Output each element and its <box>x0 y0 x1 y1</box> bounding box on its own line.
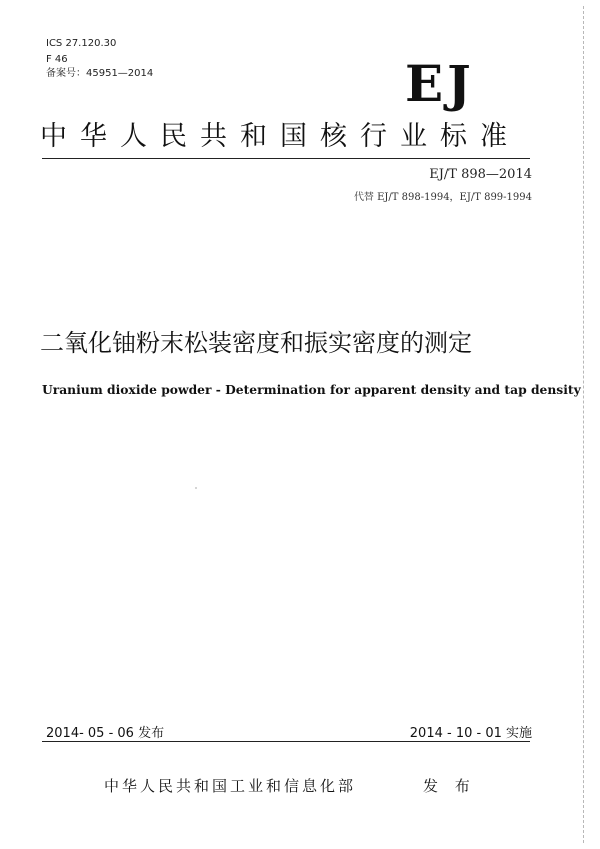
standard-number: EJ/T 898—2014 <box>429 167 532 182</box>
filing-number: 备案号：45951—2014 <box>46 68 154 79</box>
document-title-chinese: 二氧化铀粉末松装密度和振实密度的测定 <box>40 329 472 357</box>
replaces-note: 代替 EJ/T 898-1994，EJ/T 899-1994 <box>353 192 532 203</box>
ics-code: ICS 27.120.30 <box>46 38 117 49</box>
issuing-authority: 中华人民共和国工业和信息化部 <box>104 777 357 795</box>
standard-category-title: 中华人民共和国核行业标准 <box>40 121 520 152</box>
scan-edge-line <box>583 6 584 843</box>
issue-verb: 发 布 <box>423 777 476 795</box>
ccs-code: F 46 <box>46 54 68 65</box>
ej-logo: EJ <box>405 54 475 113</box>
implementation-date: 2014 - 10 - 01 实施 <box>409 726 532 741</box>
publish-date: 2014- 05 - 06 发布 <box>46 726 165 741</box>
document-title-english: Uranium dioxide powder - Determination for apparent density and tap density <box>42 382 581 397</box>
bottom-rule <box>42 741 530 742</box>
scan-speck <box>195 487 197 489</box>
top-rule <box>42 158 530 159</box>
